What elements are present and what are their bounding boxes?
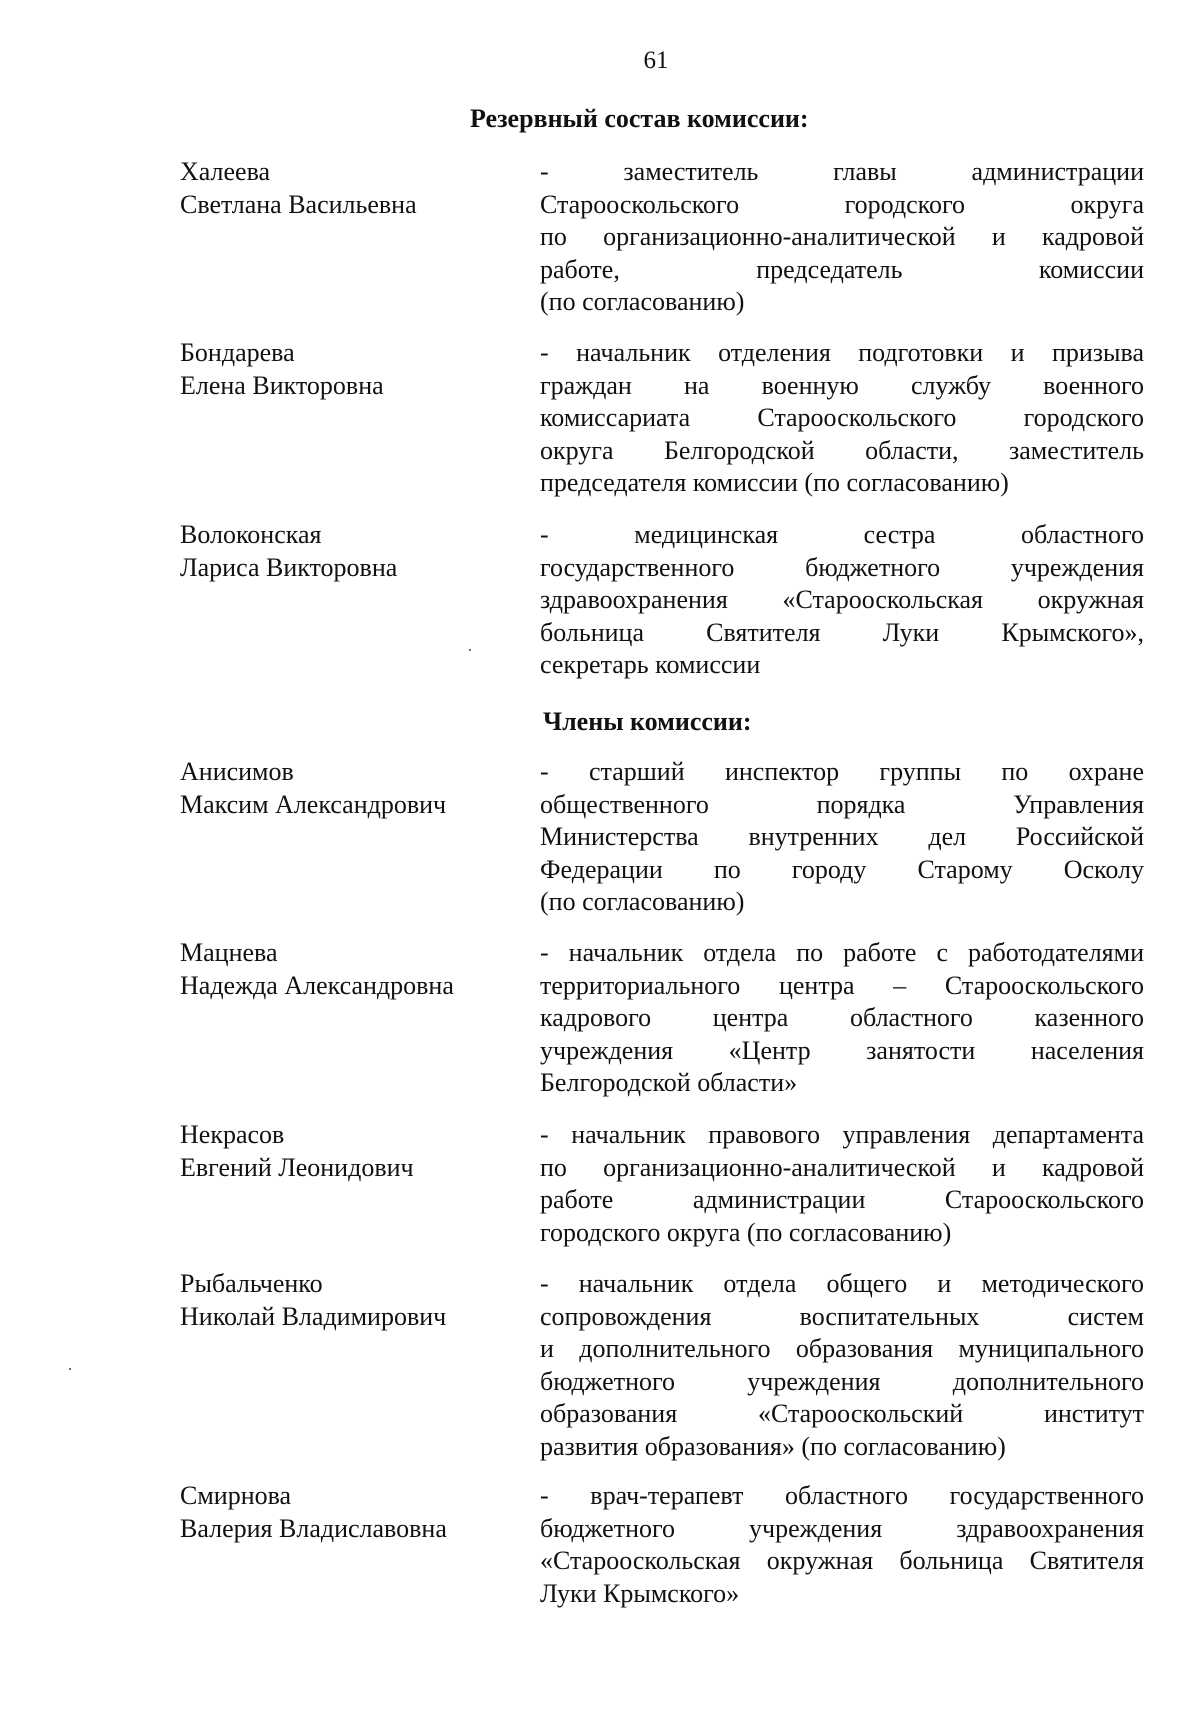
person-name [180,1480,520,1545]
role-line: - врач-терапевт областного государственного [540,1481,1144,1510]
person-surname: Некрасов [180,1120,285,1149]
role-line: - начальник отделения подготовки и призыва [540,338,1144,367]
role-line: учреждения «Центр занятости населения [540,1035,1144,1065]
page-number: 61 [643,47,669,74]
role-line: и дополнительного образования муниципального [540,1334,1144,1363]
role-line: государственного бюджетного учреждения [540,552,1144,582]
person-given-names: Лариса Викторовна [180,552,398,582]
role-line: работе администрации Старооскольского [540,1185,1144,1214]
role-line: бюджетного учреждения здравоохранения [540,1513,1144,1543]
person-name [180,156,520,221]
role-line: - заместитель главы администрации [540,157,1144,186]
person-given-names: Валерия Владиславовна [180,1513,447,1543]
person-surname: Смирнова [180,1481,292,1510]
role-line: образования «Старооскольский институт [540,1399,1144,1428]
person-given-names: Николай Владимирович [180,1301,447,1331]
person-role [540,1119,1144,1249]
role-line: округа Белгородской области, заместитель [540,435,1144,465]
person-surname: Волоконская [180,520,322,549]
person-role [540,756,1144,919]
members-section-title: Члены комиссии: [543,707,752,736]
person-given-names: Светлана Васильевна [180,189,417,219]
person-surname: Анисимов [180,757,294,786]
scan-speck [469,649,471,651]
role-line: - начальник отдела общего и методического [540,1269,1144,1298]
role-line: - начальник правового управления департамента [540,1120,1144,1149]
role-line: по организационно-аналитической и кадровой [540,222,1144,251]
person-name [180,337,520,402]
person-given-names: Максим Александрович [180,789,447,819]
role-line: комиссариата Старооскольского городского [540,403,1144,432]
scan-speck [69,1368,71,1370]
person-role [540,937,1144,1100]
person-surname: Халеева [180,157,271,186]
role-line: (по согласованию) [540,887,745,916]
role-line: (по согласованию) [540,287,745,316]
role-line: здравоохранения «Старооскольская окружная [540,585,1144,614]
person-name [180,519,520,584]
role-line: общественного порядка Управления [540,789,1144,819]
person-surname: Бондарева [180,338,295,367]
role-line: Белгородской области» [540,1068,798,1097]
person-role [540,156,1144,319]
role-line: работе, председатель комиссии [540,254,1144,284]
person-given-names: Надежда Александровна [180,970,454,1000]
role-line: - медицинская сестра областного [540,520,1144,549]
role-line: Министерства внутренних дел Российской [540,822,1144,851]
role-line: развития образования» (по согласованию) [540,1431,1006,1461]
person-surname: Мацнева [180,938,278,967]
person-role [540,337,1144,500]
person-name [180,937,520,1002]
role-line: городского округа (по согласованию) [540,1217,952,1247]
person-name [180,756,520,821]
role-line: бюджетного учреждения дополнительного [540,1366,1144,1396]
role-line: Старооскольского городского округа [540,189,1144,219]
role-line: сопровождения воспитательных систем [540,1301,1144,1331]
person-role [540,519,1144,682]
role-line: граждан на военную службу военного [540,370,1144,400]
person-name [180,1119,520,1184]
role-line: «Старооскольская окружная больница Святителя [540,1546,1144,1575]
role-line: больница Святителя Луки Крымского», [540,617,1144,647]
reserve-section-title: Резервный состав комиссии: [470,104,809,133]
person-given-names: Евгений Леонидович [180,1152,414,1182]
role-line: секретарь комиссии [540,650,761,679]
person-role [540,1480,1144,1610]
person-name [180,1268,520,1333]
role-line: Федерации по городу Старому Осколу [540,854,1144,884]
role-line: кадрового центра областного казенного [540,1003,1144,1032]
person-role [540,1268,1144,1463]
role-line: - начальник отдела по работе с работодателями [540,938,1144,967]
role-line: председателя комиссии (по согласованию) [540,468,1009,497]
person-surname: Рыбальченко [180,1269,323,1298]
person-given-names: Елена Викторовна [180,370,384,400]
role-line: - старший инспектор группы по охране [540,757,1144,786]
role-line: территориального центра – Старооскольского [540,970,1144,1000]
role-line: Луки Крымского» [540,1578,740,1608]
role-line: по организационно-аналитической и кадровой [540,1152,1144,1182]
